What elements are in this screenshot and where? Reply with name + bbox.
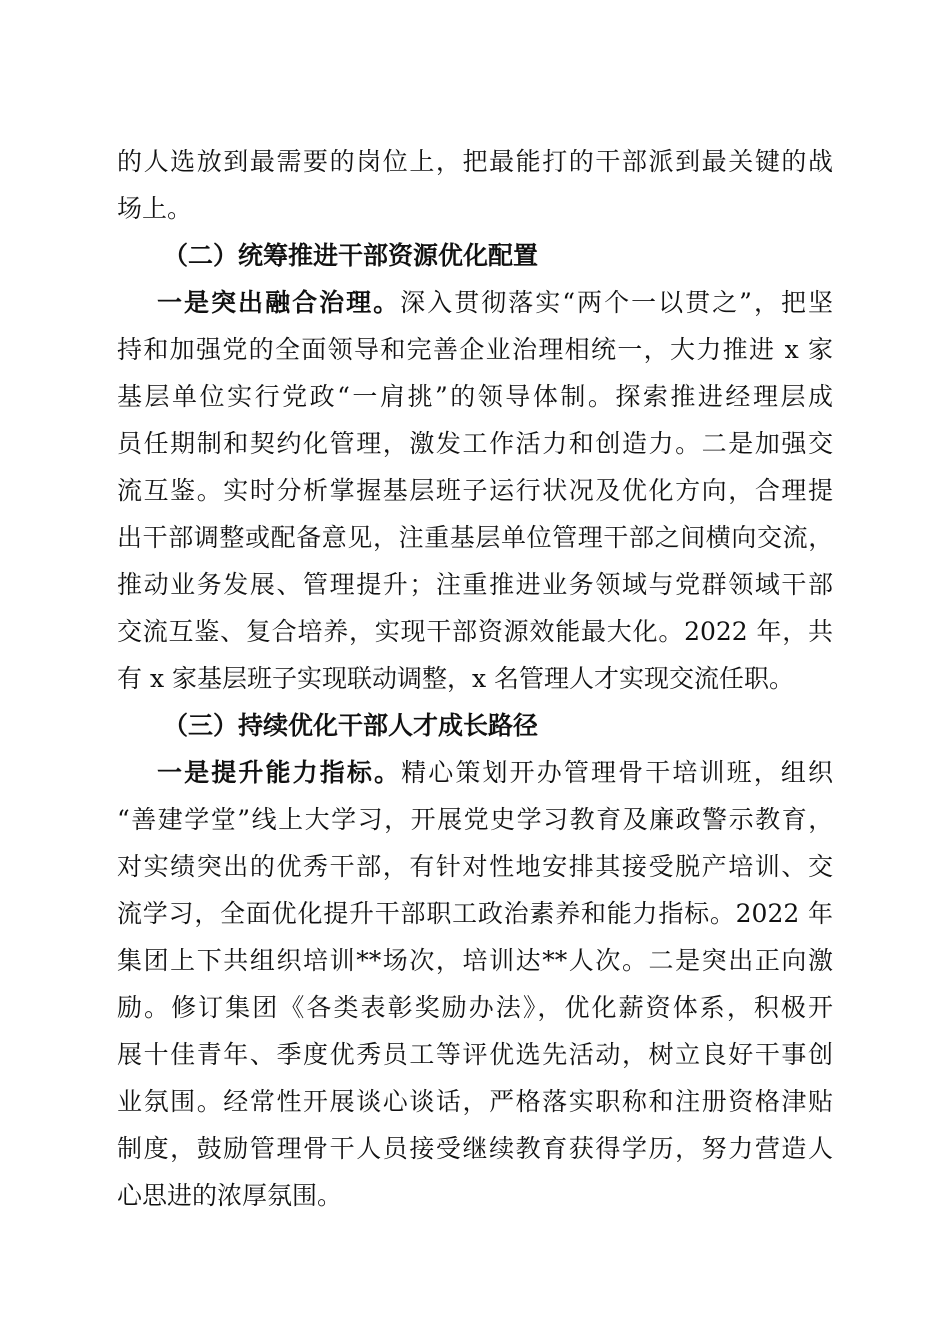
paragraph-lead-line xyxy=(117,749,833,796)
body-text-line: 展十佳青年、季度优秀员工等评优选先活动，树立良好干事创 xyxy=(117,1040,833,1069)
body-text-line: “善建学堂”线上大学习，开展党史学习教育及廉政警示教育， xyxy=(117,805,833,834)
body-text-line: 持和加强党的全面领导和完善企业治理相统一，大力推进 x 家 xyxy=(117,335,833,364)
body-text-line: 对实绩突出的优秀干部，有针对性地安排其接受脱产培训、交 xyxy=(117,852,833,881)
lead-text: 深入贯彻落实“两个一以贯之”，把坚 xyxy=(400,288,833,317)
body-text-line: 基层单位实行党政“一肩挑”的领导体制。探索推进经理层成 xyxy=(117,382,833,411)
lead-emphasis: 一是突出融合治理。 xyxy=(157,288,401,317)
section-heading: （三）持续优化干部人才成长路径 xyxy=(163,711,539,740)
lead-text: 精心策划开办管理骨干培训班，组织 xyxy=(401,758,833,787)
body-text-line: 制度，鼓励管理骨干人员接受继续教育获得学历，努力营造人 xyxy=(117,1134,833,1163)
body-text-line: 场上。 xyxy=(117,194,193,223)
section-heading: （二）统筹推进干部资源优化配置 xyxy=(163,241,539,270)
body-text-line: 集团上下共组织培训**场次，培训达**人次。二是突出正向激 xyxy=(117,946,833,975)
body-text-line: 出干部调整或配备意见，注重基层单位管理干部之间横向交流， xyxy=(117,523,833,552)
body-text-line: 心思进的浓厚氛围。 xyxy=(117,1181,343,1210)
body-text-line: 励。修订集团《各类表彰奖励办法》，优化薪资体系，积极开 xyxy=(117,993,833,1022)
body-text-line: 业氛围。经常性开展谈心谈话，严格落实职称和注册资格津贴 xyxy=(117,1087,833,1116)
body-text-line: 员任期制和契约化管理，激发工作活力和创造力。二是加强交 xyxy=(117,429,833,458)
body-text-line: 推动业务发展、管理提升；注重推进业务领域与党群领域干部 xyxy=(117,570,833,599)
body-text-line: 的人选放到最需要的岗位上，把最能打的干部派到最关键的战 xyxy=(117,147,833,176)
body-text-line: 有 x 家基层班子实现联动调整，x 名管理人才实现交流任职。 xyxy=(117,664,795,693)
lead-emphasis: 一是提升能力指标。 xyxy=(157,758,402,787)
body-text-line: 交流互鉴、复合培养，实现干部资源效能最大化。2022 年，共 xyxy=(117,617,833,646)
paragraph-lead-line xyxy=(117,279,833,326)
body-text-line: 流互鉴。实时分析掌握基层班子运行状况及优化方向，合理提 xyxy=(117,476,833,505)
body-text-line: 流学习，全面优化提升干部职工政治素养和能力指标。2022 年 xyxy=(117,899,833,928)
document-page xyxy=(117,138,833,1219)
